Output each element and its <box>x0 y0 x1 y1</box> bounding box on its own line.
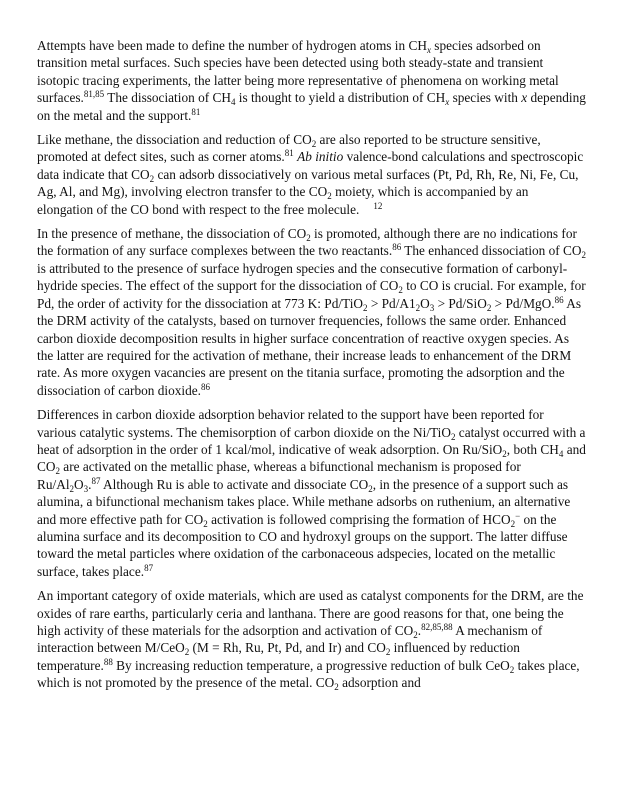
subscript: 4 <box>230 97 236 108</box>
text-run: can adsorb dissociatively on various metal surfaces (Pt, Pd, Rh, Re, Ni, Fe, Cu, Ag, Al, and Mg), involving electron transfer to the CO <box>37 166 579 200</box>
text-run: > Pd/MgO. <box>491 295 555 311</box>
subscript: 2 <box>69 483 75 494</box>
subscript: 2 <box>311 139 317 150</box>
text-run: is thought to yield a distribution of CH <box>235 90 446 106</box>
citation-superscript: − <box>515 510 521 521</box>
text-run: to CO is crucial. For example, for Pd, the order of activity for the dissociation at 773 K: Pd/TiO <box>37 278 586 311</box>
subscript: x <box>426 45 431 55</box>
text-run: (M = Rh, Ru, Pt, Pd, and Ir) and CO <box>189 640 386 656</box>
subscript: 2 <box>368 483 373 494</box>
text-run: on the alumina surface and its decomposition to CO and hydroxyl groups on the support. The latter diffuse toward the metal particles where oxidation of the carbonaceous adspecies, located on the metallic surface, takes place. <box>37 511 568 579</box>
citation-superscript: 86 <box>554 294 564 305</box>
italic-text: Ab initio <box>297 149 344 165</box>
body-paragraph-3 <box>37 225 586 399</box>
text-run: species with <box>449 90 522 106</box>
subscript: 3 <box>83 483 89 494</box>
subscript: 2 <box>306 233 311 244</box>
document-page <box>37 37 586 699</box>
subscript: 2 <box>509 664 515 675</box>
subscript: 2 <box>334 682 339 693</box>
text-run: O <box>74 476 84 492</box>
citation-superscript: 87 <box>91 475 101 486</box>
text-run: catalyst occurred with a heat of adsorption in the order of 1 kcal/mol, indicative of weak adsorption. On Ru/SiO <box>37 424 586 457</box>
italic-text: x <box>521 90 528 106</box>
text-run: . <box>417 623 422 638</box>
citation-superscript: 81,85 <box>83 89 105 100</box>
text-run: An important category of oxide materials, which are used as catalyst components for the DRM, are the oxides of rare earths, particularly ceria and lanthana. There are good reasons for that, one being the high activity of these materials for the adsorption and activation of CO <box>37 588 584 638</box>
text-run: is promoted, although there are no indications for the formation of any surface complexes between the two reactants. <box>37 226 577 259</box>
body-paragraph-4 <box>37 406 586 580</box>
citation-superscript: 12 <box>373 200 383 211</box>
subscript: 2 <box>327 191 332 202</box>
text-run: Differences in carbon dioxide adsorption behavior related to the support have been reported for various catalytic systems. The chemisorption of carbon dioxide on the Ni/TiO <box>37 407 544 440</box>
subscript: 2 <box>385 647 391 658</box>
text-run: Although Ru is able to activate and dissociate CO <box>100 476 369 492</box>
text-run: valence-bond calculations and spectroscopic data indicate that CO <box>37 149 584 182</box>
text-run: adsorption and <box>338 675 421 691</box>
citation-superscript: 81 <box>284 148 294 159</box>
text-run: In the presence of methane, the dissociation of CO <box>37 226 307 242</box>
citation-superscript: 82,85,88 <box>421 622 453 632</box>
text-run: is attributed to the presence of surface hydrogen species and the consecutive formation of carbonyl-hydride species. The effect of the support for the dissociation of CO <box>37 260 568 294</box>
subscript: 2 <box>486 302 492 313</box>
subscript: x <box>445 97 450 108</box>
text-run: activation is followed comprising the formation of HCO <box>207 511 511 527</box>
text-run: takes place, which is not promoted by the presence of the metal. CO <box>37 657 580 691</box>
text-run: are also reported to be structure sensitive, promoted at defect sites, such as corner atoms. <box>37 132 541 165</box>
subscript: 2 <box>581 250 587 261</box>
subscript: 2 <box>363 302 368 313</box>
subscript: 2 <box>203 518 208 529</box>
body-paragraph-5 <box>37 587 586 691</box>
body-paragraph-1 <box>37 37 586 124</box>
subscript: 2 <box>398 285 403 296</box>
text-run: and CO <box>37 441 586 475</box>
subscript: 2 <box>510 518 516 529</box>
text-run: O <box>420 295 430 311</box>
citation-superscript: 81 <box>191 106 201 117</box>
text-run: moiety, which is accompanied by an elongation of the CO bond with respect to the free molecule. <box>37 184 529 217</box>
subscript: 2 <box>502 448 507 459</box>
citation-superscript: 87 <box>144 562 154 573</box>
text-run: depending on the metal and the support. <box>37 90 586 123</box>
text-run: By increasing reduction temperature, a progressive reduction of bulk CeO <box>112 657 510 673</box>
subscript: 4 <box>558 448 564 459</box>
text-run: . <box>88 476 92 492</box>
text-run: The dissociation of CH <box>104 90 231 106</box>
text-run: , both CH <box>506 441 559 457</box>
text-run: species adsorbed on transition metal surfaces. Such species have been detected using both steady-state and transient isotopic tracing experiments, the latter being more representative of phenomena on working metal surfaces. <box>37 38 559 106</box>
citation-superscript: 86 <box>200 381 210 392</box>
text-run: are activated on the metallic phase, whereas a bifunctional mechanism is proposed for Ru/Al <box>37 459 521 492</box>
subscript: 2 <box>413 630 418 640</box>
text-run: The enhanced dissociation of CO <box>401 243 582 259</box>
text-run: As the DRM activity of the catalysts, based on turnover frequencies, follows the same order. Enhanced carbon dioxide decomposition results in higher surface concentration of reactive oxygen species. As the latter are required for the activation of methane, their increase leads to enhancement of the DRM rate. As more oxygen vacancies are present on the titania surface, promoting the adsorption and the dissociation of carbon dioxide. <box>37 295 581 398</box>
text-run: influenced by reduction temperature. <box>37 640 520 673</box>
text-run: Like methane, the dissociation and reduction of CO <box>37 132 312 148</box>
subscript: 2 <box>415 302 421 313</box>
subscript: 2 <box>149 173 155 184</box>
text-run: Attempts have been made to define the number of hydrogen atoms in CH <box>37 38 427 53</box>
subscript: 2 <box>450 431 456 442</box>
text-run: A mechanism of interaction between M/CeO <box>37 623 543 656</box>
subscript: 2 <box>184 647 190 658</box>
text-run: > Pd/A1 <box>367 295 416 311</box>
text-run: > Pd/SiO <box>434 295 487 311</box>
citation-superscript: 86 <box>392 242 402 253</box>
text-run: , in the presence of a support such as alumina, a bifunctional mechanism takes place. While methane adsorbs on ruthenium, an alternative and more effective path for CO <box>37 476 571 527</box>
body-paragraph-2 <box>37 131 586 218</box>
subscript: 2 <box>55 466 60 477</box>
citation-superscript: 88 <box>103 656 113 667</box>
subscript: 3 <box>429 302 435 313</box>
